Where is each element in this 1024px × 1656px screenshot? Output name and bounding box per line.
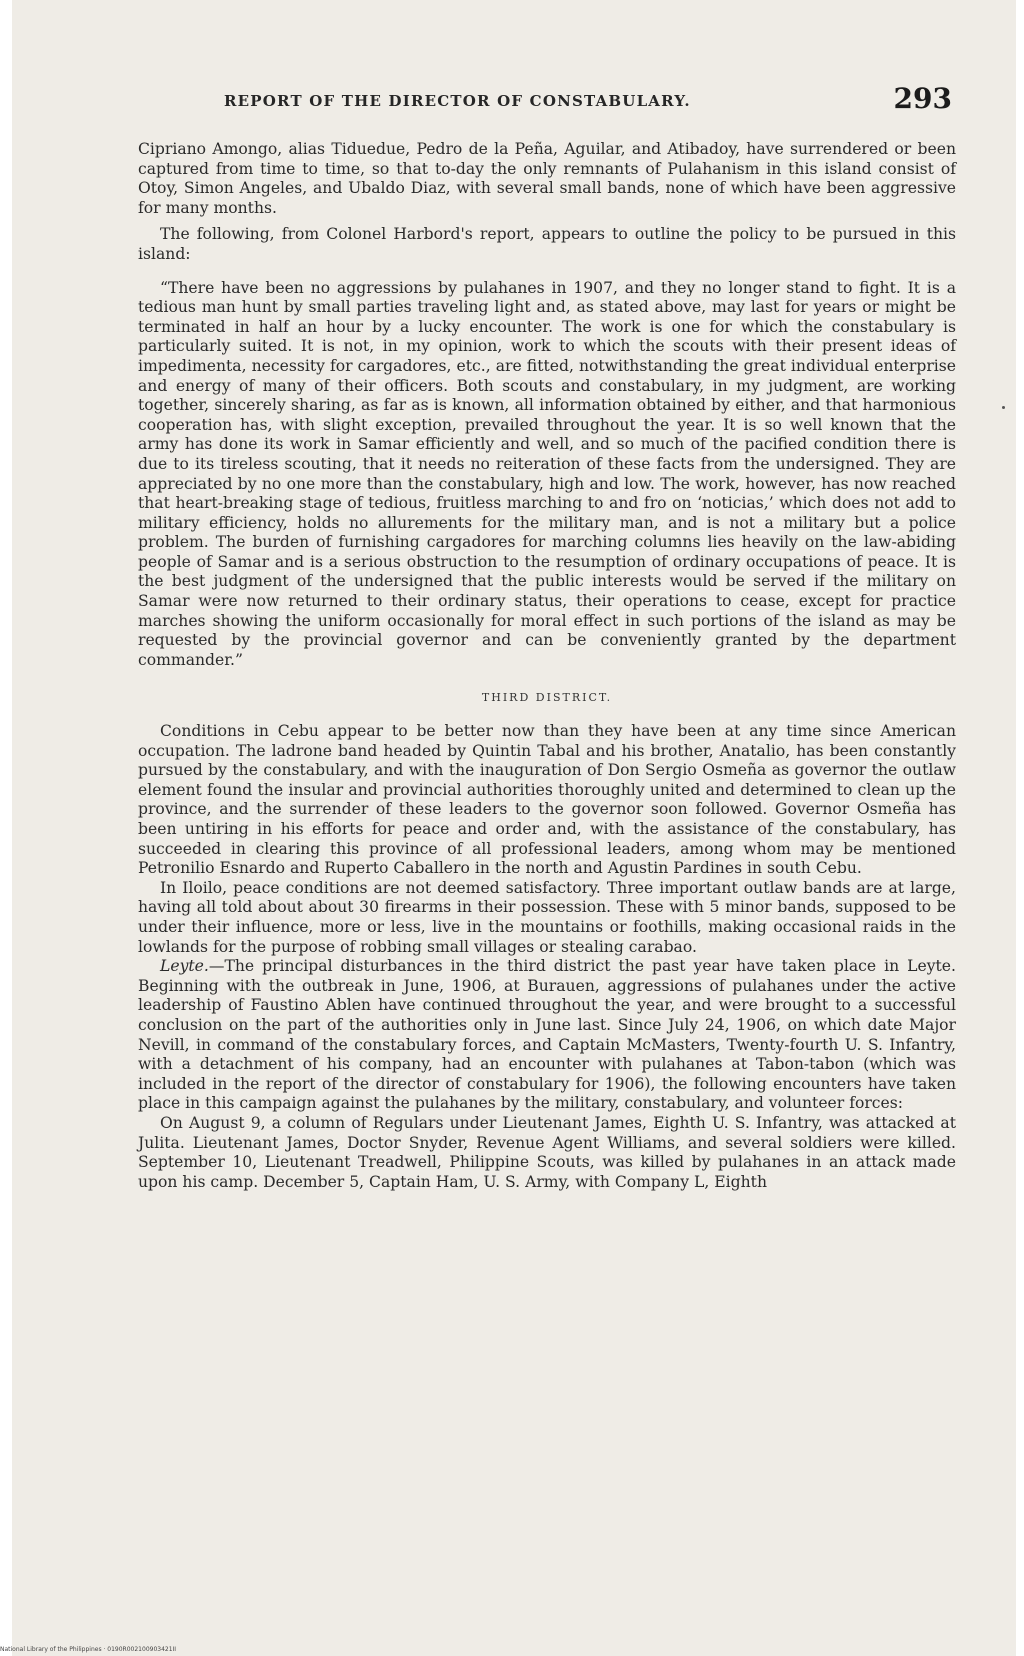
paragraph-harbord-intro: The following, from Colonel Harbord's report, appears to outline the policy to be pursued in this island: [138,225,956,263]
page-header [142,82,952,116]
running-head: REPORT OF THE DIRECTOR OF CONSTABULARY. [224,92,691,110]
scan-speck [1002,406,1005,409]
harbord-quotation [138,279,956,671]
section-heading-third-district: THIRD DISTRICT. [481,691,613,705]
page-number: 293 [893,82,952,115]
page-body [138,140,956,1192]
paragraph-iloilo: In Iloilo, peace conditions are not deemed satisfactory. Three important outlaw bands are at large, having all told about about 30 firearms in their possession. These with 5 minor bands, supposed to be under their influence, more or less, live in the mountains or foothills, making occasional raids in the lowlands for the purpose of robbing small villages or stealing carabao. [138,878,956,956]
leyte-text: —The principal disturbances in the third district the past year have taken place in Leyte. Beginning with the outbreak in June, 1906, at Burauen, aggressions of pulahanes under the active leadership of Faustino Ablen have continued throughout the year, and were brought to a successful conclusion on the part of the authorities only in June last. Since July 24, 1906, on which date Major Nevill, in command of the constabulary forces, and Captain McMasters, Twenty-fourth U. S. Infantry, with a detachment of his company, had an encounter with pulahanes at Tabon-tabon (which was included in the report of the director of constabulary for 1906), the following encounters have taken place in this campaign against the pulahanes by the military, constabulary, and volunteer forces: [138,957,956,1113]
quotation-text: “There have been no aggressions by pulahanes in 1907, and they no longer stand to fight. It is a tedious man hunt by small parties traveling light and, as stated above, may last for years or might be terminated in half an hour by a lucky encounter. The work is one for which the constabulary is particularly suited. It is not, in my opinion, work to which the scouts with their present ideas of impedimenta, necessity for cargadores, etc., are fitted, notwithstanding the great individual enterprise and energy of many of their officers. Both scouts and constabulary, in my judgment, are working together, sincerely sharing, as far as is known, all information obtained by either, and that harmonious cooperation has, with slight exception, prevailed throughout the year. It is so well known that the army has done its work in Samar efficiently and well, and so much of the pacified condition there is due to its tireless scouting, that it needs no reiteration of these facts from the undersigned. They are appreciated by no one more than the constabulary, high and low. The work, however, has now reached that heart-breaking stage of tedious, fruitless marching to and fro on ‘noticias,’ which does not add to military efficiency, holds no allurements for the military man, and is not a military but a police problem. The burden of furnishing cargadores for marching columns lies heavily on the law-abiding people of Samar and is a serious obstruction to the resumption of ordinary occupations of peace. It is the best judgment of the undersigned that the public interests would be served if the military on Samar were now returned to their ordinary status, their operations to cease, except for practice marches showing the uniform occasionally for moral effect in such portions of the island as may be requested by the provincial governor and can be conveniently granted by the department commander.” [138,278,956,669]
leyte-lead: Leyte. [160,957,209,976]
scan-credit: National Library of the Philippines · 0190R002100903421II [0,1646,177,1653]
document-page [12,0,1016,1656]
paragraph-leyte [138,957,956,1114]
paragraph-pulahan-remnants: Cipriano Amongo, alias Tiduedue, Pedro de la Peña, Aguilar, and Atibadoy, have surrendered or been captured from time to time, so that to-day the only remnants of Pulahanism in this island consist of Otoy, Simon Angeles, and Ubaldo Diaz, with several small bands, none of which have been aggressive for many months. [138,140,956,217]
paragraph-encounters: On August 9, a column of Regulars under Lieutenant James, Eighth U. S. Infantry, was attacked at Julita. Lieutenant James, Doctor Snyder, Revenue Agent Williams, and several soldiers were killed. September 10, Lieutenant Treadwell, Philippine Scouts, was killed by pulahanes in an attack made upon his camp. December 5, Captain Ham, U. S. Army, with Company L, Eighth [138,1113,956,1191]
paragraph-cebu: Conditions in Cebu appear to be better now than they have been at any time since American occupation. The ladrone band headed by Quintin Tabal and his brother, Anatalio, has been constantly pursued by the constabulary, and with the inauguration of Don Sergio Osmeña as governor the outlaw element found the insular and provincial authorities thoroughly united and determined to clean up the province, and the surrender of these leaders to the governor soon followed. Governor Osmeña has been untiring in his efforts for peace and order and, with the assistance of the constabulary, has succeeded in clearing this province of all professional leaders, among whom may be mentioned Petronilio Esnardo and Ruperto Caballero in the north and Agustin Pardines in south Cebu. [138,722,956,878]
